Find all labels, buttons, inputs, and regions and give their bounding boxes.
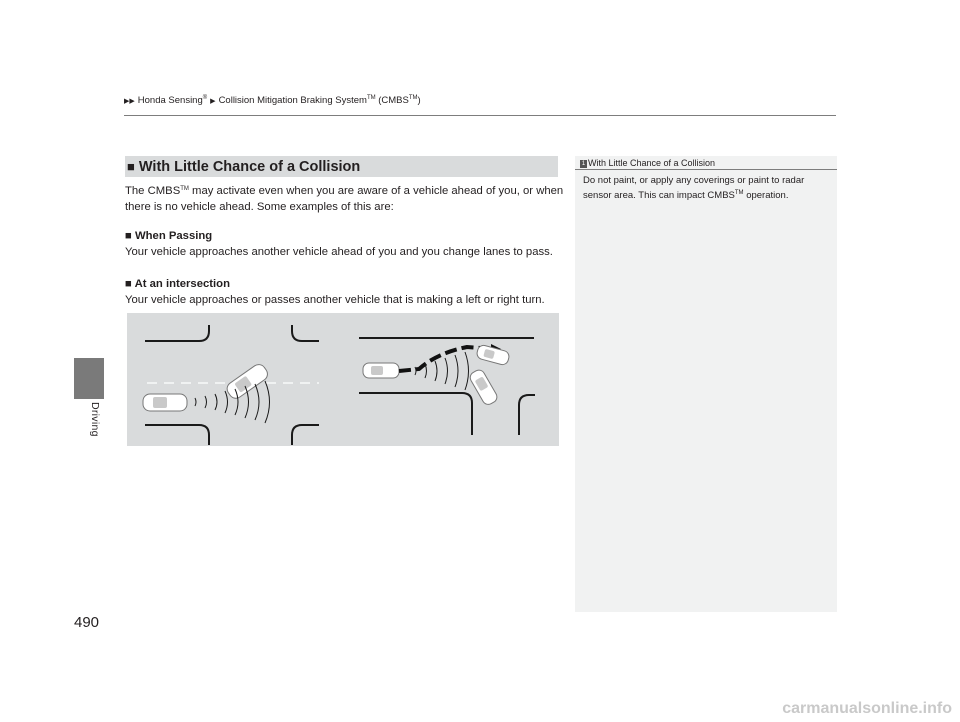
note-number-icon: 1 (581, 161, 586, 167)
section-header (125, 156, 558, 177)
note-divider (575, 169, 837, 170)
side-note-panel (575, 156, 837, 612)
case-intersection (125, 276, 565, 308)
radar-waves-right (415, 352, 469, 390)
illustration-diagram (127, 313, 559, 446)
chapter-tab[interactable] (74, 358, 104, 399)
section-title: With Little Chance of a Collision (138, 158, 361, 175)
car-passing-left (224, 362, 270, 401)
car-ahead-right (476, 344, 511, 366)
case-text: Your vehicle approaches or passes another vehicle that is making a left or right turn. (125, 294, 545, 306)
header-divider (124, 115, 836, 116)
breadcrumb-arrow-icon: ▶ (210, 97, 216, 105)
car-own-right (363, 363, 399, 378)
case-passing (125, 228, 565, 260)
intro-paragraph: The CMBS™ may activate even when you are aware of a vehicle ahead of you, or when there is no vehicle ahead. Some examples of this are: (125, 185, 564, 213)
breadcrumb-item-cmbs[interactable]: Collision Mitigation Braking System™ (CMBS™) (218, 95, 421, 106)
case-text: Your vehicle approaches another vehicle ahead of you and you change lanes to pass. (125, 246, 553, 258)
breadcrumb-item-honda-sensing[interactable]: Honda Sensing® (137, 95, 208, 106)
breadcrumb (124, 95, 421, 106)
watermark: carmanualsonline.info (782, 700, 952, 717)
breadcrumb-arrow-icon: ▶▶ (124, 97, 135, 105)
section-bullet-icon: ■ (127, 159, 135, 174)
car-own-left (143, 394, 187, 411)
note-title[interactable]: 1 With Little Chance of a Collision (581, 158, 716, 168)
page-number: 490 (74, 614, 100, 631)
case-heading: ■ When Passing (125, 230, 213, 242)
note-text: Do not paint, or apply any coverings or paint to radar sensor area. This can impact CMBS™ operation. (583, 175, 805, 201)
case-heading: ■ At an intersection (125, 278, 230, 290)
chapter-label: Driving (89, 402, 101, 437)
